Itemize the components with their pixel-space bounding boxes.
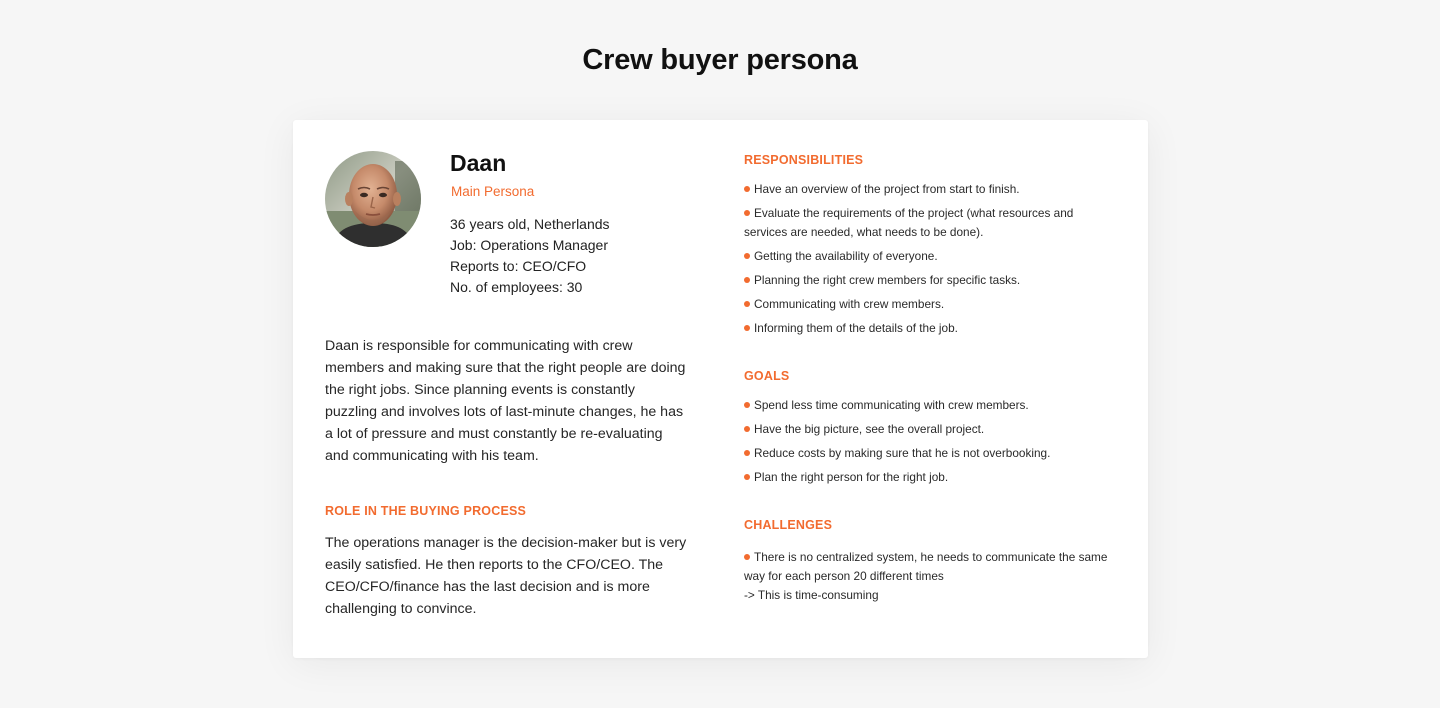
fact-age-location: 36 years old, Netherlands <box>450 216 610 232</box>
list-item: Planning the right crew members for specific tasks. <box>744 271 1119 290</box>
bullet-dot-icon <box>744 426 750 432</box>
bullet-dot-icon <box>744 554 750 560</box>
goals-heading: GOALS <box>744 369 790 383</box>
bullet-dot-icon <box>744 325 750 331</box>
bullet-dot-icon <box>744 253 750 259</box>
list-item: Reduce costs by making sure that he is not overbooking. <box>744 444 1119 463</box>
role-description: The operations manager is the decision-maker but is very easily satisfied. He then reports to the CFO/CEO. The CEO/CFO/finance has the last decision and is more challenging to convince. <box>325 535 687 617</box>
fact-reports-to: Reports to: CEO/CFO <box>450 258 587 274</box>
persona-name: Daan <box>450 150 507 176</box>
persona-facts <box>450 214 610 298</box>
responsibilities-heading: RESPONSIBILITIES <box>744 153 864 167</box>
bullet-dot-icon <box>744 210 750 216</box>
fact-job: Job: Operations Manager <box>450 237 608 253</box>
bullet-dot-icon <box>744 474 750 480</box>
challenge-consequence: -> This is time-consuming <box>744 588 879 602</box>
list-item: Evaluate the requirements of the project (what resources and services are needed, what needs to be done). <box>744 206 1074 239</box>
list-item: Informing them of the details of the job. <box>744 319 1119 338</box>
bullet-dot-icon <box>744 450 750 456</box>
page-title: Crew buyer persona <box>582 44 858 76</box>
goals-list <box>744 396 1119 492</box>
list-item: Have the big picture, see the overall project. <box>744 420 1119 439</box>
fact-employees: No. of employees: 30 <box>450 279 583 295</box>
persona-bio: Daan is responsible for communicating with crew members and making sure that the right people are doing the right jobs. Since planning events is constantly puzzling and involves lots of last-minute changes, he has a lot of pressure and must constantly be re-evaluating and communicating with his team. <box>325 338 686 464</box>
bullet-dot-icon <box>744 402 750 408</box>
list-item: Communicating with crew members. <box>744 295 1119 314</box>
challenges-heading: CHALLENGES <box>744 518 833 532</box>
responsibilities-list <box>744 180 1119 343</box>
challenges-text <box>744 548 1119 605</box>
bullet-dot-icon <box>744 186 750 192</box>
list-item: Have an overview of the project from start to finish. <box>744 180 1119 199</box>
challenge-item: There is no centralized system, he needs to communicate the same way for each person 20 different times <box>744 550 1108 583</box>
bullet-dot-icon <box>744 277 750 283</box>
persona-card <box>293 120 1148 658</box>
list-item: Plan the right person for the right job. <box>744 468 1119 487</box>
role-heading: ROLE IN THE BUYING PROCESS <box>325 504 527 518</box>
list-item: Getting the availability of everyone. <box>744 247 1119 266</box>
list-item: Spend less time communicating with crew members. <box>744 396 1119 415</box>
persona-photo <box>325 151 421 247</box>
bullet-dot-icon <box>744 301 750 307</box>
persona-tag: Main Persona <box>451 184 535 199</box>
avatar <box>325 151 421 247</box>
